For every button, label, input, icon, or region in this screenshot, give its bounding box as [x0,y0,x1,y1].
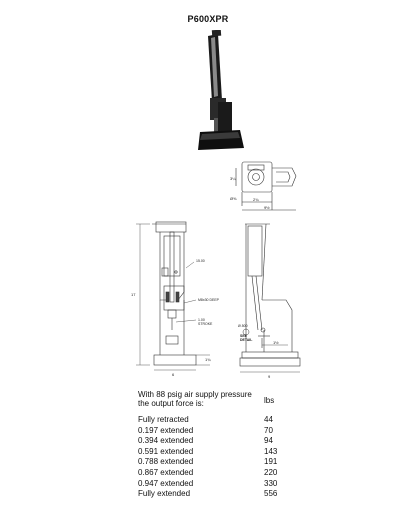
top-view-dim-a: 3¼ [230,176,236,181]
front-view-stroke-note: 1.00 STROKE [198,318,213,326]
output-force-table [138,391,298,500]
output-force-row [138,447,298,458]
output-force-header [138,391,298,415]
output-force-row-value: 330 [264,478,278,488]
front-view-base-dim: 1¾ [205,357,211,362]
top-view-dim-b: Ø⅝ [230,196,237,201]
output-force-row-label: 0.867 extended [138,467,194,477]
output-force-row [138,436,298,447]
output-force-row-label: Fully retracted [138,415,189,424]
front-view [136,222,213,370]
front-view-width-dim: 6 [172,372,175,377]
output-force-row-label: 0.788 extended [138,457,194,467]
output-force-row-label: 0.591 extended [138,446,194,456]
side-view-depth-dim: 1½ [273,340,279,345]
output-force-row [138,489,298,500]
toggle-press-photo [188,30,248,156]
output-force-row-value: 556 [264,489,278,499]
output-force-row-value: 191 [264,457,278,467]
front-view-height-dim: 17 [131,292,136,297]
output-force-row-value: 70 [264,425,273,435]
output-force-row-label: 0.394 extended [138,436,194,446]
output-force-intro: With 88 psig air supply pressure the output force is: [138,390,252,408]
output-force-unit: lbs [264,396,275,405]
side-view-detail-note: SEE DETAIL [240,334,253,342]
top-view-dim-d: 9½ [264,205,270,210]
output-force-row [138,468,298,479]
output-force-row [138,426,298,437]
top-view [236,162,296,210]
front-view-knob-note: 15.00 [196,259,205,263]
page-title: P600XPR [187,14,229,24]
side-view [240,224,300,372]
output-force-row-label: Fully extended [138,489,191,499]
output-force-row [138,457,298,468]
output-force-row-label: 0.197 extended [138,425,194,435]
output-force-row-value: 44 [264,415,273,424]
front-view-thread-note: M8x30 DEEP [198,298,220,302]
top-view-dim-c: 2¾ [253,197,259,202]
output-force-row-label: 0.947 extended [138,478,194,488]
output-force-row [138,415,298,426]
output-force-row-value: 220 [264,467,278,477]
output-force-row-value: 143 [264,446,278,456]
output-force-rows [138,415,298,500]
side-view-base-dim: 9 [268,374,271,379]
output-force-row-value: 94 [264,436,273,446]
side-view-dia-note: Ø.500 [238,324,248,328]
output-force-row [138,479,298,490]
